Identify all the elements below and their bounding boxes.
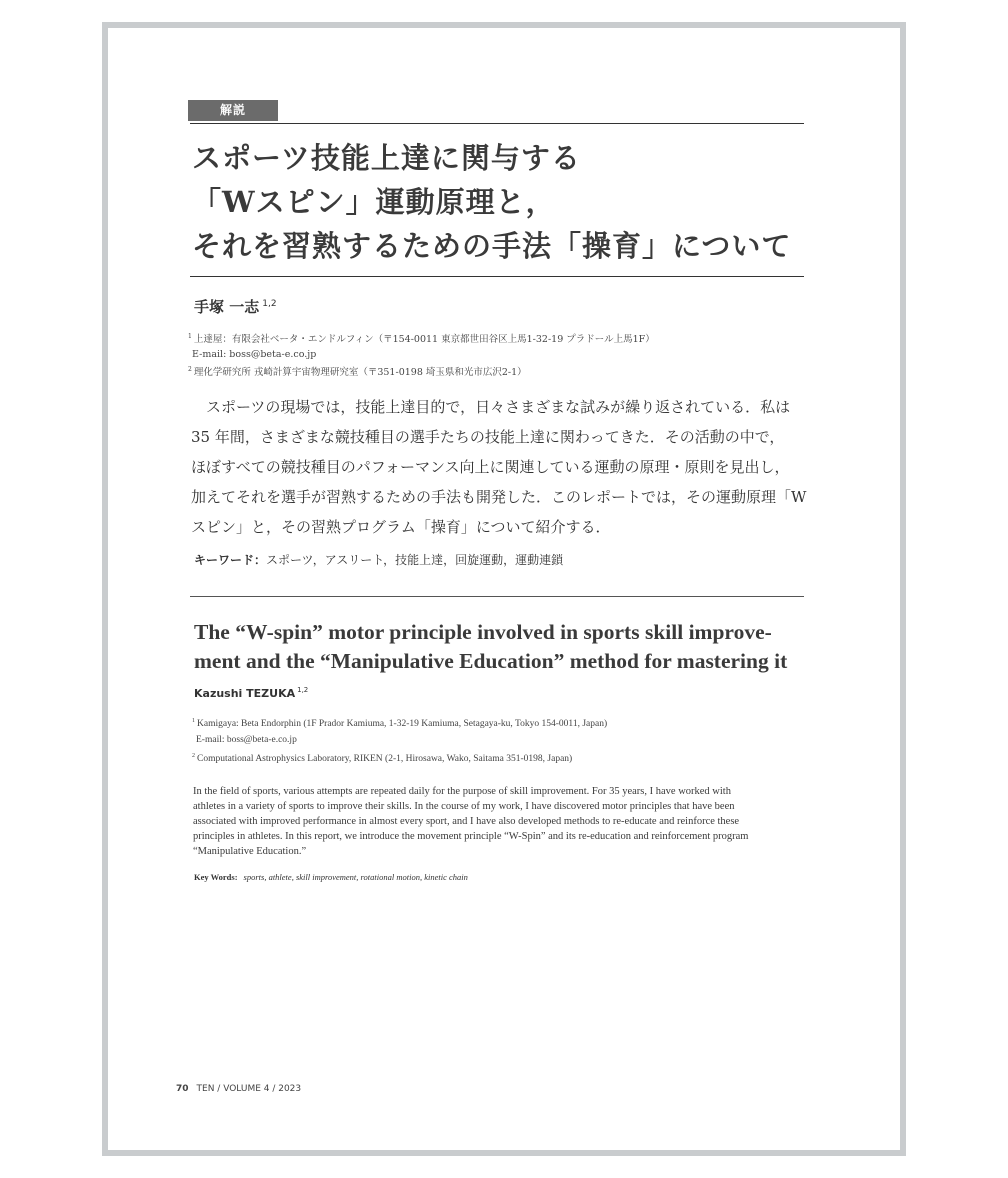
abstract-line: “Manipulative Education.” (193, 846, 307, 857)
english-author-affiliation-marks: 1,2 (297, 686, 309, 694)
japanese-title-line: 「Wスピン」運動原理と， (192, 185, 556, 219)
abstract-line: athletes in a variety of sports to improve their skills. In the course of my work, I have discovered motor principles that have been (193, 801, 735, 812)
abstract-line: 35 年間，さまざまな競技種目の選手たちの技能上達に関わってきた．その活動の中で， (191, 428, 785, 446)
abstract-line: スポーツの現場では，技能上達目的で，日々さまざまな試みが繰り返されている．私は (191, 398, 791, 416)
affiliation-mark: 1 (192, 718, 195, 724)
japanese-author-affiliation-marks: 1,2 (262, 299, 277, 309)
japanese-title (192, 136, 832, 268)
japanese-keywords (194, 551, 563, 568)
affiliation-text: 上達屋：有限会社ベータ・エンドルフィン（〒154-0011 東京都世田谷区上馬1-32-19 プラドール上馬1F） (193, 334, 655, 345)
abstract-line: associated with improved performance in almost every sport, and I have also developed methods to re-educate and reinforce these (193, 816, 740, 827)
japanese-affiliation (188, 329, 808, 347)
english-affiliation (192, 748, 812, 767)
affiliation-email-text: E-mail: boss@beta-e.co.jp (192, 349, 317, 360)
japanese-title-line: スポーツ技能上達に関与する (192, 141, 581, 175)
english-title (194, 618, 814, 676)
affiliation-text: 理化学研究所 戎崎計算宇宙物理研究室（〒351-0198 埼玉県和光市広沢2-1） (193, 367, 527, 378)
affiliation-mark: 2 (192, 753, 195, 759)
affiliation-text: Computational Astrophysics Laboratory, RIKEN (2-1, Hirosawa, Wako, Saitama 351-0198, Japan) (197, 754, 573, 764)
english-keywords (194, 872, 468, 882)
affiliation-mark: 1 (188, 333, 192, 340)
top-rule (190, 123, 804, 124)
keywords-text: スポーツ，アスリート，技能上達，回旋運動，運動連鎖 (266, 553, 564, 567)
page-number: 70 (176, 1084, 189, 1094)
journal-info: TEN / VOLUME 4 / 2023 (196, 1084, 302, 1094)
keywords-text: sports, athlete, skill improvement, rotational motion, kinetic chain (243, 872, 468, 882)
page (108, 28, 900, 1150)
japanese-title-line: それを習熟するための手法「操育」について (192, 229, 792, 263)
japanese-author (194, 296, 277, 317)
title-rule (190, 276, 804, 277)
keywords-label: Key Words: (194, 872, 238, 882)
abstract-line: principles in athletes. In this report, we introduce the movement principle “W-Spin” and its re-education and reinforcement program (193, 831, 749, 842)
english-abstract (193, 784, 811, 859)
page-footer (176, 1084, 301, 1094)
english-title-line: The “W-spin” motor principle involved in sports skill improve- (194, 620, 772, 644)
section-divider (190, 596, 804, 597)
section-tag: 解説 (188, 100, 278, 121)
english-affiliations (192, 713, 812, 767)
english-title-line: ment and the “Manipulative Education” method for mastering it (194, 649, 788, 673)
japanese-affiliation (188, 362, 808, 380)
japanese-author-name: 手塚 一志 (194, 298, 260, 316)
affiliation-email-text: E-mail: boss@beta-e.co.jp (196, 735, 297, 745)
abstract-line: In the field of sports, various attempts are repeated daily for the purpose of skill improvement. For 35 years, I have worked with (193, 786, 731, 797)
keywords-label: キーワード： (194, 553, 267, 567)
english-author (194, 686, 308, 700)
japanese-affiliations (188, 329, 808, 380)
english-author-name: Kazushi TEZUKA (194, 687, 296, 700)
abstract-line: 加えてそれを選手が習熟するための手法も開発した．このレポートでは，その運動原理「W (191, 488, 807, 506)
affiliation-text: Kamigaya: Beta Endorphin (1F Prador Kamiuma, 1-32-19 Kamiuma, Setagaya-ku, Tokyo 154-0011, Japan) (197, 719, 608, 729)
affiliation-mark: 2 (188, 366, 192, 373)
english-affiliation (192, 713, 812, 732)
japanese-affiliation-email (188, 347, 808, 362)
english-affiliation-email (192, 732, 812, 748)
abstract-line: スピン」と，その習熟プログラム「操育」について紹介する． (191, 518, 611, 536)
japanese-abstract (191, 392, 811, 542)
abstract-line: ほぼすべての競技種目のパフォーマンス向上に関連している運動の原理・原則を見出し， (191, 458, 790, 476)
page-frame (102, 22, 906, 1156)
